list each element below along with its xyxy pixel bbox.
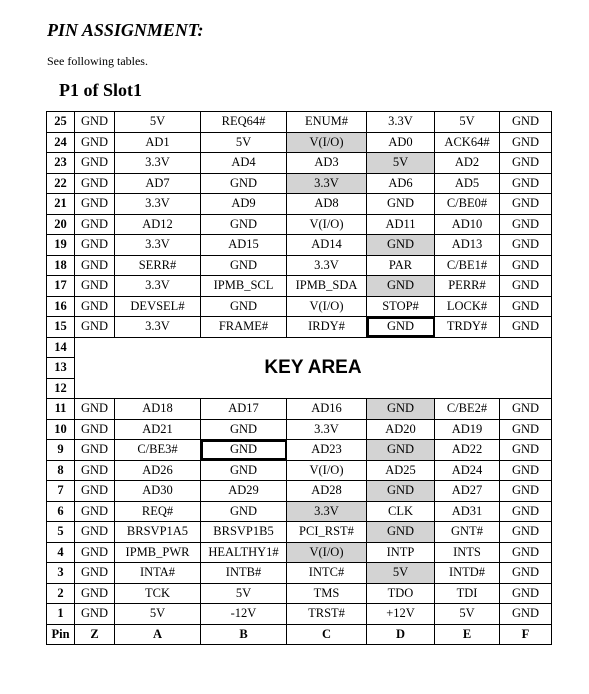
signal-cell: 3.3V — [115, 194, 201, 215]
signal-cell: V(I/O) — [287, 132, 367, 153]
signal-cell: TDI — [435, 583, 500, 604]
signal-cell: GND — [75, 563, 115, 584]
signal-cell: GND — [201, 460, 287, 481]
pin-number: 7 — [47, 481, 75, 502]
signal-cell: GND — [75, 440, 115, 461]
signal-cell: TDO — [367, 583, 435, 604]
signal-cell: GND — [500, 583, 552, 604]
pin-number: 21 — [47, 194, 75, 215]
signal-cell: V(I/O) — [287, 542, 367, 563]
signal-cell: IPMB_SCL — [201, 276, 287, 297]
signal-cell: GND — [367, 317, 435, 338]
signal-cell: AD15 — [201, 235, 287, 256]
table-row — [47, 399, 552, 420]
signal-cell: SERR# — [115, 255, 201, 276]
table-row — [47, 317, 552, 338]
signal-cell: IPMB_SDA — [287, 276, 367, 297]
signal-cell: AD7 — [115, 173, 201, 194]
slot-title: P1 of Slot1 — [59, 80, 142, 100]
signal-cell: GND — [367, 522, 435, 543]
signal-cell: 5V — [115, 604, 201, 625]
signal-cell: GND — [367, 235, 435, 256]
table-row — [47, 522, 552, 543]
table-row — [47, 173, 552, 194]
signal-cell: AD16 — [287, 399, 367, 420]
signal-cell: C/BE0# — [435, 194, 500, 215]
signal-cell: GND — [75, 132, 115, 153]
section-heading: PIN ASSIGNMENT: — [47, 20, 204, 40]
signal-cell: GND — [500, 501, 552, 522]
signal-cell: REQ64# — [201, 112, 287, 133]
table-row — [47, 460, 552, 481]
signal-cell: INTS — [435, 542, 500, 563]
signal-cell: AD10 — [435, 214, 500, 235]
signal-cell: AD30 — [115, 481, 201, 502]
signal-cell: AD12 — [115, 214, 201, 235]
signal-cell: GND — [75, 583, 115, 604]
signal-cell: GND — [500, 563, 552, 584]
signal-cell: 3.3V — [287, 255, 367, 276]
signal-cell: GND — [500, 132, 552, 153]
signal-cell: 3.3V — [287, 173, 367, 194]
signal-cell: AD9 — [201, 194, 287, 215]
signal-cell: GND — [500, 112, 552, 133]
signal-cell: GND — [367, 481, 435, 502]
signal-cell: 3.3V — [287, 419, 367, 440]
signal-cell: 3.3V — [115, 235, 201, 256]
signal-cell: 5V — [115, 112, 201, 133]
signal-cell: AD4 — [201, 153, 287, 174]
signal-cell: ENUM# — [287, 112, 367, 133]
signal-cell: GND — [75, 522, 115, 543]
table-row — [47, 132, 552, 153]
pin-number: 16 — [47, 296, 75, 317]
column-header: E — [435, 624, 500, 645]
signal-cell: 5V — [367, 563, 435, 584]
table-row — [47, 501, 552, 522]
signal-cell: AD14 — [287, 235, 367, 256]
signal-cell: 5V — [201, 583, 287, 604]
column-header-row — [47, 624, 552, 645]
signal-cell: V(I/O) — [287, 296, 367, 317]
pin-number: 18 — [47, 255, 75, 276]
signal-cell: GND — [367, 399, 435, 420]
signal-cell: AD8 — [287, 194, 367, 215]
pin-number: 8 — [47, 460, 75, 481]
signal-cell: TRDY# — [435, 317, 500, 338]
signal-cell: AD11 — [367, 214, 435, 235]
signal-cell: AD23 — [287, 440, 367, 461]
signal-cell: AD18 — [115, 399, 201, 420]
signal-cell: GND — [201, 296, 287, 317]
signal-cell: GND — [75, 173, 115, 194]
signal-cell: 5V — [435, 604, 500, 625]
signal-cell: GND — [500, 194, 552, 215]
signal-cell: BRSVP1A5 — [115, 522, 201, 543]
table-row — [47, 563, 552, 584]
signal-cell: 3.3V — [115, 317, 201, 338]
column-header: Z — [75, 624, 115, 645]
column-header: D — [367, 624, 435, 645]
pin-number: 20 — [47, 214, 75, 235]
table-row — [47, 481, 552, 502]
pin-number: 25 — [47, 112, 75, 133]
pin-number: 11 — [47, 399, 75, 420]
signal-cell: AD25 — [367, 460, 435, 481]
signal-cell: GND — [75, 194, 115, 215]
signal-cell: GND — [500, 399, 552, 420]
signal-cell: INTC# — [287, 563, 367, 584]
pin-number: 1 — [47, 604, 75, 625]
signal-cell: 3.3V — [115, 276, 201, 297]
pin-number: 5 — [47, 522, 75, 543]
signal-cell: GNT# — [435, 522, 500, 543]
signal-cell: AD21 — [115, 419, 201, 440]
pin-number: 13 — [47, 358, 75, 379]
signal-cell: -12V — [201, 604, 287, 625]
signal-cell: CLK — [367, 501, 435, 522]
signal-cell: AD1 — [115, 132, 201, 153]
pin-number: 4 — [47, 542, 75, 563]
signal-cell: 3.3V — [115, 153, 201, 174]
signal-cell: 5V — [367, 153, 435, 174]
pin-number: 24 — [47, 132, 75, 153]
column-header: A — [115, 624, 201, 645]
table-row — [47, 542, 552, 563]
signal-cell: TCK — [115, 583, 201, 604]
signal-cell: TMS — [287, 583, 367, 604]
signal-cell: GND — [75, 604, 115, 625]
pin-number: 17 — [47, 276, 75, 297]
signal-cell: AD13 — [435, 235, 500, 256]
signal-cell: AD17 — [201, 399, 287, 420]
signal-cell: GND — [500, 522, 552, 543]
signal-cell: GND — [75, 296, 115, 317]
signal-cell: GND — [500, 604, 552, 625]
signal-cell: LOCK# — [435, 296, 500, 317]
signal-cell: AD24 — [435, 460, 500, 481]
table-row — [47, 235, 552, 256]
pin-table — [46, 111, 552, 645]
signal-cell: AD22 — [435, 440, 500, 461]
signal-cell: GND — [75, 399, 115, 420]
pin-number: 9 — [47, 440, 75, 461]
signal-cell: DEVSEL# — [115, 296, 201, 317]
signal-cell: TRST# — [287, 604, 367, 625]
signal-cell: GND — [500, 460, 552, 481]
signal-cell: C/BE2# — [435, 399, 500, 420]
signal-cell: PCI_RST# — [287, 522, 367, 543]
signal-cell: INTA# — [115, 563, 201, 584]
signal-cell: C/BE1# — [435, 255, 500, 276]
pin-number: 23 — [47, 153, 75, 174]
table-row — [47, 296, 552, 317]
signal-cell: GND — [500, 440, 552, 461]
key-area-row — [47, 337, 552, 358]
signal-cell: GND — [75, 235, 115, 256]
signal-cell: GND — [500, 235, 552, 256]
table-row — [47, 604, 552, 625]
signal-cell: 3.3V — [287, 501, 367, 522]
signal-cell: GND — [75, 317, 115, 338]
pin-number: 12 — [47, 378, 75, 399]
table-row — [47, 419, 552, 440]
signal-cell: AD31 — [435, 501, 500, 522]
pin-number: 10 — [47, 419, 75, 440]
key-area-label: KEY AREA — [75, 337, 552, 399]
signal-cell: FRAME# — [201, 317, 287, 338]
signal-cell: GND — [75, 542, 115, 563]
column-header: C — [287, 624, 367, 645]
signal-cell: IRDY# — [287, 317, 367, 338]
signal-cell: GND — [367, 194, 435, 215]
table-row — [47, 440, 552, 461]
pin-number: 15 — [47, 317, 75, 338]
signal-cell: 5V — [201, 132, 287, 153]
signal-cell: GND — [75, 501, 115, 522]
signal-cell: AD27 — [435, 481, 500, 502]
signal-cell: IPMB_PWR — [115, 542, 201, 563]
signal-cell: AD3 — [287, 153, 367, 174]
signal-cell: BRSVP1B5 — [201, 522, 287, 543]
column-header: Pin — [47, 624, 75, 645]
pin-number: 19 — [47, 235, 75, 256]
signal-cell: AD20 — [367, 419, 435, 440]
signal-cell: GND — [75, 112, 115, 133]
signal-cell: INTB# — [201, 563, 287, 584]
signal-cell: GND — [500, 276, 552, 297]
signal-cell: PERR# — [435, 276, 500, 297]
table-row — [47, 255, 552, 276]
signal-cell: 3.3V — [367, 112, 435, 133]
signal-cell: GND — [500, 153, 552, 174]
pin-number: 2 — [47, 583, 75, 604]
signal-cell: AD0 — [367, 132, 435, 153]
signal-cell: GND — [201, 501, 287, 522]
table-row — [47, 214, 552, 235]
signal-cell: GND — [367, 440, 435, 461]
signal-cell: PAR — [367, 255, 435, 276]
signal-cell: AD19 — [435, 419, 500, 440]
pin-number: 14 — [47, 337, 75, 358]
pin-number: 3 — [47, 563, 75, 584]
signal-cell: GND — [75, 419, 115, 440]
signal-cell: AD28 — [287, 481, 367, 502]
signal-cell: V(I/O) — [287, 214, 367, 235]
signal-cell: REQ# — [115, 501, 201, 522]
table-row — [47, 276, 552, 297]
pin-number: 22 — [47, 173, 75, 194]
section-subtext: See following tables. — [47, 54, 148, 68]
signal-cell: INTP — [367, 542, 435, 563]
signal-cell: GND — [500, 255, 552, 276]
signal-cell: GND — [367, 276, 435, 297]
column-header: F — [500, 624, 552, 645]
signal-cell: GND — [201, 255, 287, 276]
pin-table-body — [47, 112, 552, 645]
signal-cell: +12V — [367, 604, 435, 625]
signal-cell: HEALTHY1# — [201, 542, 287, 563]
signal-cell: AD2 — [435, 153, 500, 174]
signal-cell: GND — [500, 481, 552, 502]
signal-cell: GND — [500, 173, 552, 194]
signal-cell: GND — [500, 419, 552, 440]
signal-cell: GND — [500, 542, 552, 563]
column-header: B — [201, 624, 287, 645]
pin-number: 6 — [47, 501, 75, 522]
signal-cell: AD6 — [367, 173, 435, 194]
signal-cell: GND — [500, 214, 552, 235]
signal-cell: AD26 — [115, 460, 201, 481]
signal-cell: GND — [500, 317, 552, 338]
signal-cell: INTD# — [435, 563, 500, 584]
signal-cell: AD29 — [201, 481, 287, 502]
signal-cell: GND — [75, 460, 115, 481]
signal-cell: GND — [75, 153, 115, 174]
signal-cell: GND — [201, 419, 287, 440]
signal-cell: GND — [75, 255, 115, 276]
signal-cell: GND — [75, 276, 115, 297]
table-row — [47, 112, 552, 133]
table-row — [47, 153, 552, 174]
signal-cell: STOP# — [367, 296, 435, 317]
signal-cell: AD5 — [435, 173, 500, 194]
signal-cell: GND — [201, 173, 287, 194]
signal-cell: ACK64# — [435, 132, 500, 153]
table-row — [47, 583, 552, 604]
table-row — [47, 194, 552, 215]
signal-cell: C/BE3# — [115, 440, 201, 461]
signal-cell: V(I/O) — [287, 460, 367, 481]
signal-cell: GND — [500, 296, 552, 317]
signal-cell: GND — [201, 440, 287, 461]
signal-cell: GND — [75, 481, 115, 502]
signal-cell: GND — [201, 214, 287, 235]
signal-cell: GND — [75, 214, 115, 235]
signal-cell: 5V — [435, 112, 500, 133]
